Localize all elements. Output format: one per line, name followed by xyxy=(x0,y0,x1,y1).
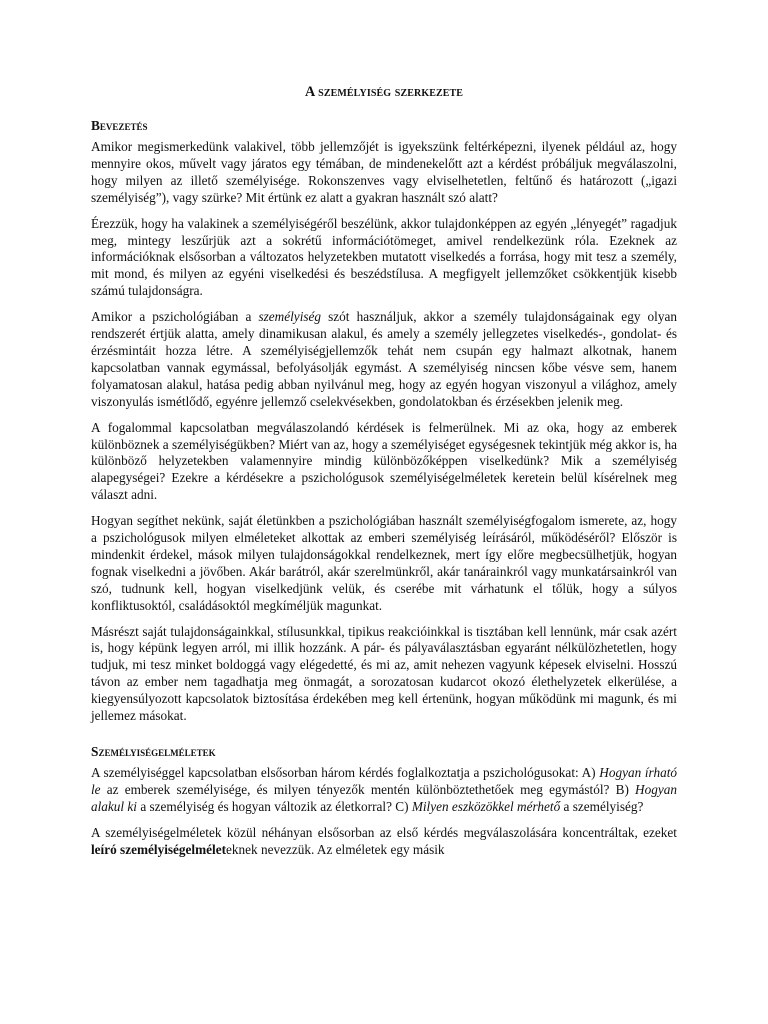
italic-term: Milyen eszközökkel mérhető xyxy=(411,798,561,814)
paragraph xyxy=(91,765,677,816)
text-run: Amikor a pszichológiában a xyxy=(91,309,259,325)
text-run: az emberek személyisége, és milyen tényezők mentén különböztethetőek meg egymástól? B) xyxy=(100,781,636,797)
paragraph: A fogalommal kapcsolatban megválaszolandó kérdések is felmerülnek. Mi az oka, hogy az emberek különböznek a személyiségükben? Miért van az, hogy a személyiséget egységesnek tekintjük még akkor is, ha különböző helyzetekben valamennyire mindig különbözőképpen viselkedünk? Mik a személyiség alapegységei? Ezekre a kérdésekre a pszichológusok személyiségelméletek keretein belül kísérelnek meg választ adni. xyxy=(91,419,677,503)
paragraph: Amikor megismerkedünk valakivel, több jellemzőjét is igyekszünk feltérképezni, ilyenek például az, hogy mennyire okos, művelt vagy járatos egy témában, de mindenekelőtt azt a kérdést próbáljuk megválaszolni, hogy milyen az illető személyisége. Rokonszenves vagy elviselhetetlen, feltűnő és határozott („igazi személyiség”), vagy szürke? Mit értünk ez alatt a gyakran használt szó alatt? xyxy=(91,139,677,205)
text-run: a személyiség? xyxy=(560,798,644,814)
page-title: A személyiség szerkezete xyxy=(304,84,464,100)
section-heading-intro: Bevezetés xyxy=(91,118,148,133)
italic-term: Hogyan írható le xyxy=(91,765,678,797)
section-heading-theories: Személyiségelméletek xyxy=(91,744,216,759)
text-run: A személyiséggel kapcsolatban elsősorban három kérdés foglalkoztatja a pszichológusokat: A) xyxy=(91,765,600,780)
text-run: A személyiségelméletek közül néhányan elsősorban az első kérdés megválaszolására koncentráltak, ezeket xyxy=(91,824,677,840)
paragraph: Hogyan segíthet nekünk, saját életünkben a pszichológiában használt személyiségfogalom ismerete, az, hogy a pszichológusok milyen elméleteket alkottak az emberi személyiség leírásáról, működéséről? Először is mindenkit érdekel, mások milyen tulajdonságokkal rendelkeznek, mert így előre megbecsülhetjük, hogyan fognak viselkedni a jövőben. Akár barátról, akár szerelmünkről, akár tanárainkról vagy munkatársainkról van szó, tudnunk kell, hogyan viselkedjünk velük, és cserébe mit várhatunk el tőlük, hogy a súlyos konfliktusoktól, családásoktól megkíméljük magunkat. xyxy=(91,513,677,613)
italic-term: személyiség xyxy=(258,309,322,325)
text-run: szót használjuk, akkor a személy tulajdonságainak egy olyan rendszerét értjük alatta, amely dinamikusan alakul, és amely a személy jellegzetes viselkedés-, gondolat- és érzésmintáit hozza létre. A személyiségjellemzők tehát nem csupán egy halmazt alkotnak, hanem kapcsolatban vannak egymással, befolyásolják egymást. A személyiség nincsen kőbe vésve sem, hanem folyamatosan alakul, hatása pedig abban nyilvánul meg, hogy az egyén hogyan viszonyul a világhoz, amely viszonyulás ismétlődő, egyénre jellemző cselekvésekben, gondolatokban és érzésekben jelenik meg. xyxy=(91,309,677,409)
paragraph: Másrészt saját tulajdonságainkkal, stílusunkkal, tipikus reakcióinkkal is tisztában kell lennünk, már csak azért is, hogy képünk legyen arról, mi illik hozzánk. A pár- és pályaválasztásban egyaránt nélkülözhetetlen, hogy tudjuk, mi tesz minket boldoggá vagy elégedetté, és mi az, amit nehezen vagyunk képesek elviselni. Hosszú távon az ember nem tagadhatja meg önmagát, a sorozatosan kudarcot okozó élethelyzetek elkerülése, a kiegyensúlyozott kapcsolatok biztosítása érdekében meg kell értenünk, hogyan működünk mi magunk, és mi jellemez másokat. xyxy=(91,623,677,724)
text-run: eknek nevezzük. Az elméletek egy másik xyxy=(226,841,445,857)
paragraph: Érezzük, hogy ha valakinek a személyiségéről beszélünk, akkor tulajdonképpen az egyén „lényegét” ragadjuk meg, mintegy leszűrjük azt a sokrétű információtömeget, amivel rendelkezünk róla. Ezeknek az információknak elsősorban a változatos helyzetekben mutatott viselkedés a forrása, hogy mit tesz a személy, mit mond, és milyen az egyéni viselkedési és beszédstílusa. A megfigyelt jellemzőket csökkentjük kisebb számú tulajdonságra. xyxy=(91,215,677,299)
paragraph xyxy=(91,309,677,410)
italic-term: Hogyan alakul ki xyxy=(91,781,677,814)
text-run: a személyiség és hogyan változik az életkorral? C) xyxy=(137,798,412,814)
bold-term: leíró személyiségelmélet xyxy=(91,841,227,857)
paragraph xyxy=(91,825,677,859)
